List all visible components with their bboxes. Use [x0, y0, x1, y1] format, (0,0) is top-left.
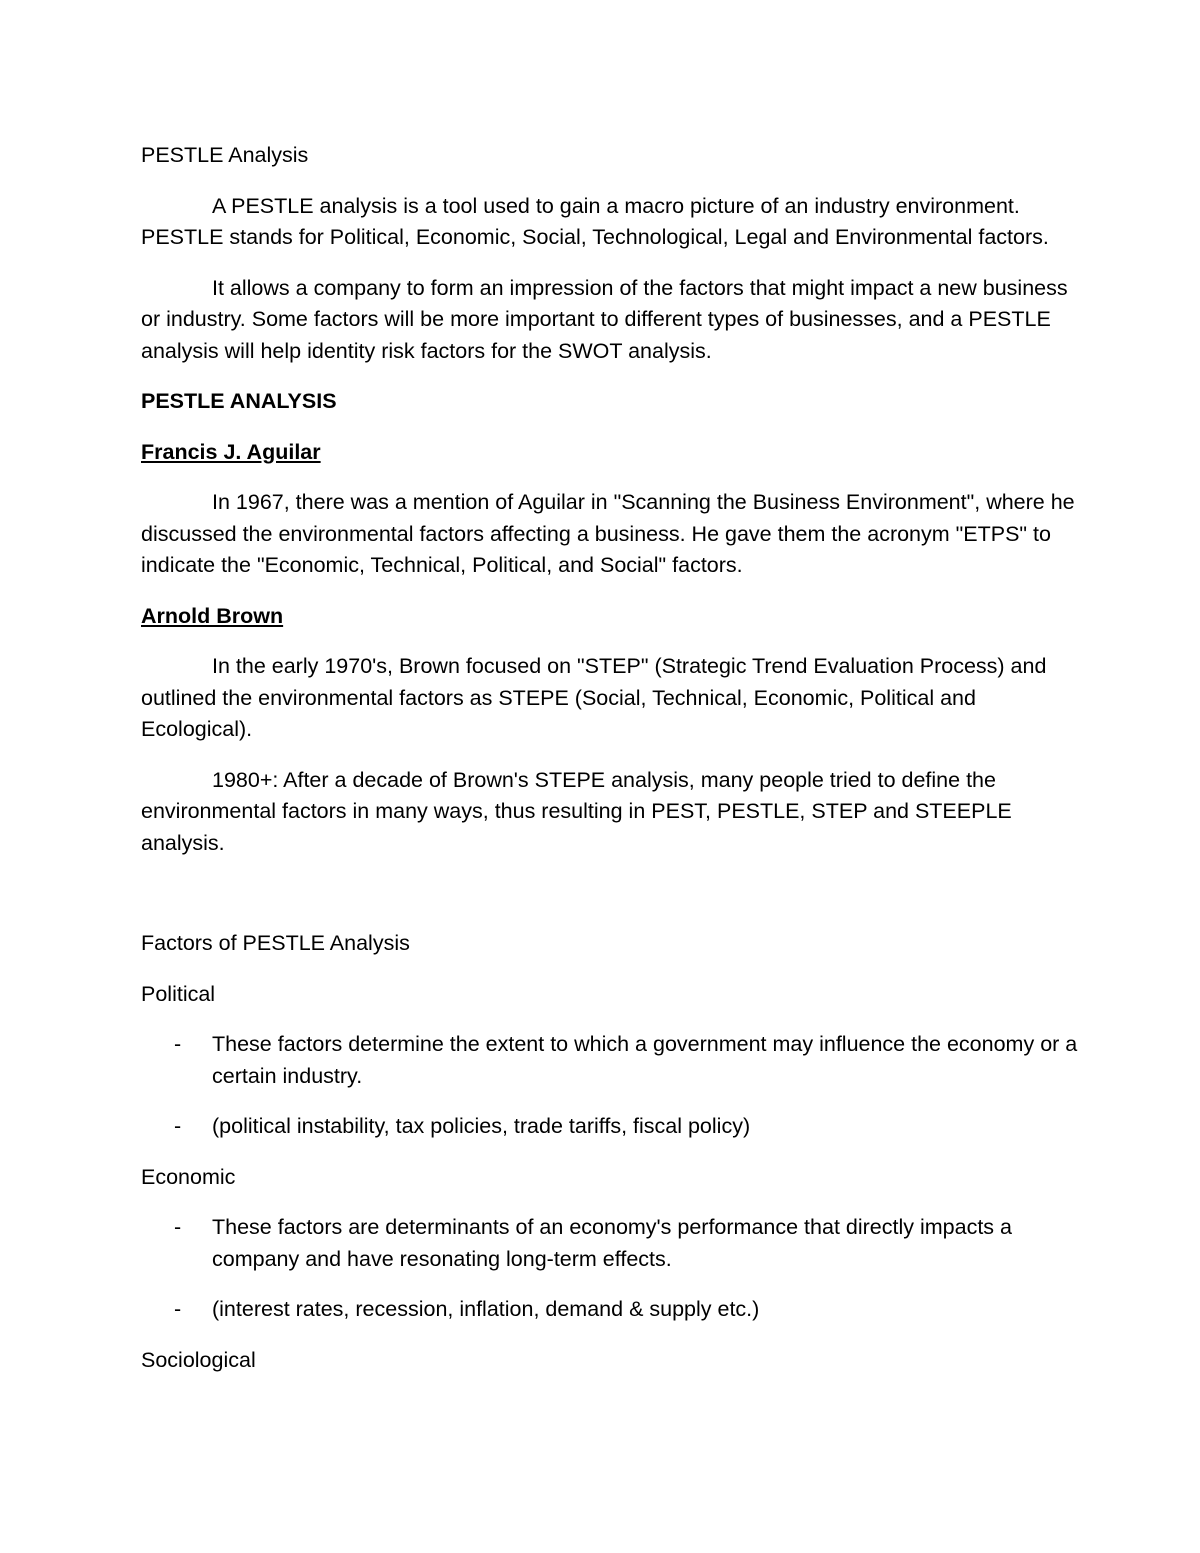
- section-heading: PESTLE ANALYSIS: [141, 389, 337, 413]
- economic-bullet-1: These factors are determinants of an economy's performance that directly impacts a company and have resonating long-term effects.: [212, 1215, 1012, 1271]
- brown-paragraph-2: 1980+: After a decade of Brown's STEPE analysis, many people tried to define the environmental factors in many ways, thus resulting in PEST, PESTLE, STEP and STEEPLE analysis.: [141, 767, 1012, 855]
- list-item: [141, 1212, 1081, 1275]
- bullet-dash: -: [174, 1114, 182, 1138]
- political-bullet-1: These factors determine the extent to which a government may influence the economy or a certain industry.: [212, 1032, 1078, 1088]
- list-item: [141, 1111, 1081, 1143]
- bullet-dash: -: [174, 1215, 182, 1239]
- factors-heading: Factors of PESTLE Analysis: [141, 931, 410, 955]
- sociological-label: Sociological: [141, 1347, 256, 1372]
- aguilar-heading: Francis J. Aguilar: [141, 439, 321, 464]
- aguilar-paragraph: In 1967, there was a mention of Aguilar in "Scanning the Business Environment", where he discussed the environmental factors affecting a business. He gave them the acronym "ETPS" to indicate the "Economic, Technical, Political, and Social" factors.: [141, 490, 1075, 577]
- document-title: PESTLE Analysis: [141, 143, 309, 167]
- political-label: Political: [141, 981, 216, 1006]
- list-item: [141, 1294, 1081, 1326]
- intro-paragraph-1: A PESTLE analysis is a tool used to gain a macro picture of an industry environment. PESTLE stands for Political, Economic, Social, Technological, Legal and Environmental factors.: [141, 193, 1049, 249]
- bullet-dash: -: [174, 1297, 182, 1321]
- bullet-dash: -: [174, 1032, 182, 1056]
- brown-heading: Arnold Brown: [141, 603, 284, 628]
- document-page: [141, 140, 1081, 1395]
- blank-spacer: [141, 878, 1081, 928]
- intro-paragraph-2: It allows a company to form an impression of the factors that might impact a new business or industry. Some factors will be more important to different types of businesses, and a PESTLE analysis will help identity risk factors for the SWOT analysis.: [141, 275, 1068, 363]
- economic-bullet-2: (interest rates, recession, inflation, demand & supply etc.): [212, 1297, 760, 1321]
- political-bullet-2: (political instability, tax policies, trade tariffs, fiscal policy): [212, 1114, 751, 1138]
- economic-label: Economic: [141, 1164, 236, 1189]
- list-item: [141, 1029, 1081, 1092]
- brown-paragraph-1: In the early 1970's, Brown focused on "STEP" (Strategic Trend Evaluation Process) and outlined the environmental factors as STEPE (Social, Technical, Economic, Political and Ecological).: [141, 654, 1047, 741]
